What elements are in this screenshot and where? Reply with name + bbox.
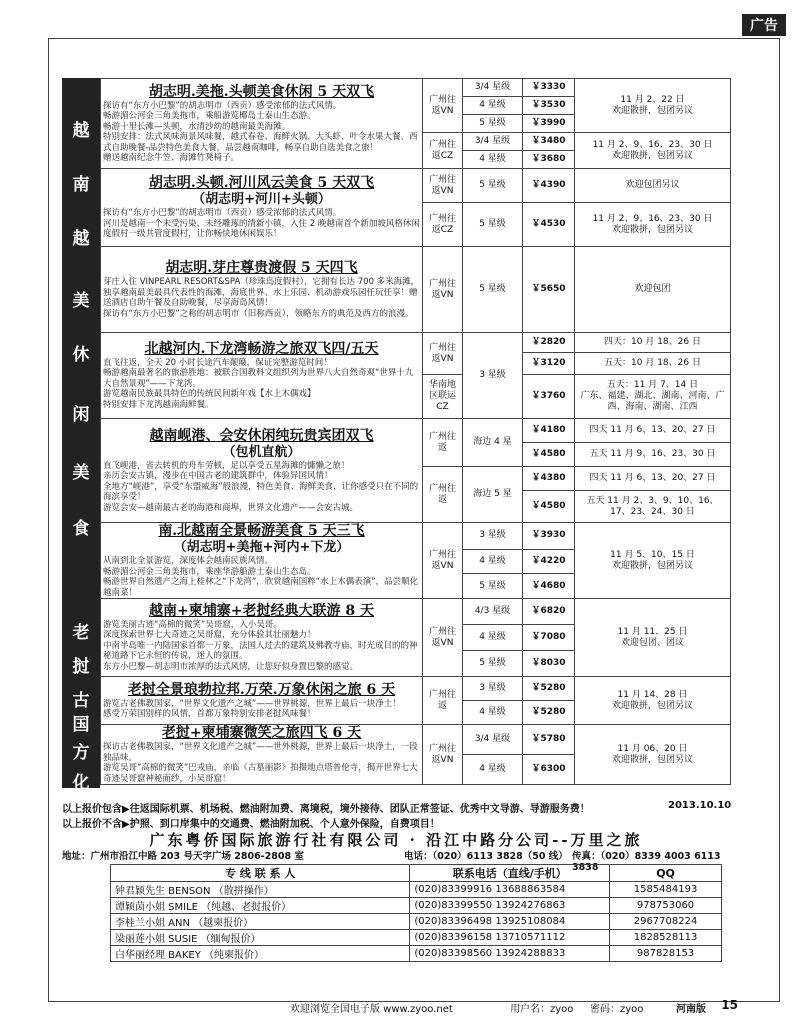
- contact-name: 李桂兰小姐 ANN （越柬报价）: [111, 914, 410, 930]
- star-level: 4 星级: [463, 151, 523, 169]
- footer-website[interactable]: 欢迎浏览全国电子版 www.zyoo.net: [290, 1004, 453, 1015]
- contact-qq[interactable]: 987828153: [610, 946, 722, 962]
- star-level: 4 星级: [463, 755, 523, 785]
- price: ￥3330: [523, 79, 575, 97]
- price: ￥3120: [523, 353, 575, 375]
- departure-dates: 四天 11 月 6、13、20、27 日: [575, 419, 731, 443]
- tour-description: [101, 725, 423, 785]
- contacts-header: 专 线 联 系 人: [111, 865, 410, 882]
- price: ￥3930: [523, 523, 575, 550]
- departure-dates: 四天 11 月 6、13、20、27 日: [575, 467, 731, 491]
- tour-bullet: 游览会安—越南最古老的海港和商埠，世界文化遗产——会安古城。: [103, 502, 359, 513]
- gateway: 广州往返CZ: [423, 203, 463, 247]
- price: ￥5280: [523, 677, 575, 701]
- price: ￥4580: [523, 443, 575, 467]
- price-excludes-note: 以上报价不含▶护照、到口岸集中的交通费、燃油附加税、个人意外保险，自费项目！: [62, 819, 440, 830]
- price: ￥8030: [523, 651, 575, 677]
- gateway: 广州往返VN: [423, 333, 463, 375]
- company-fax: 传真：（020）8339 4003 6113 3838: [572, 851, 721, 873]
- tour-title[interactable]: 胡志明.芽庄尊贵渡假 5 天四飞: [165, 260, 358, 276]
- gateway: 广州往返VN: [423, 169, 463, 203]
- star-level: 3 星级: [463, 333, 523, 419]
- tour-title[interactable]: 南.北越南全景畅游美食 5 天三飞: [158, 523, 365, 539]
- tour-description: [101, 523, 423, 599]
- sidebar-char: 美: [72, 291, 90, 311]
- tour-subtitle: （胡志明+美拖+河内+下龙）: [173, 540, 350, 555]
- tour-bullet: 畅游十里长滩—头顿，水清沙幼的越南最美海滩。: [103, 121, 291, 132]
- departure-dates: 11 月 5、10、15 日 欢迎散拼，包团另议: [575, 523, 731, 599]
- page-number: 15: [721, 998, 738, 1012]
- contact-phone[interactable]: (020)83398560 13924288833: [410, 946, 610, 962]
- star-level: 4 星级: [463, 97, 523, 115]
- contacts-table: [110, 864, 722, 962]
- tour-bullet: 特别安排：法式风味海景风味餐，越式春卷、海鲜火锅、大头虾、叶令水果大餐、西式自助晚餐-品尝特色美食大餐，品尝越南咖啡，畅享自助自选美食之旅！: [103, 132, 418, 153]
- price-includes-note: 以上报价包含▶往返国际机票、机场税、燃油附加费、离境税，境外接待、团队正常签证、优秀中文导游、导游服务费！: [62, 804, 590, 815]
- tour-bullet: 全地方“岘港”，享受“东盟威海”般浪漫，特色美食、海鲜美食，让你感受只在不同的海滨享受！: [103, 481, 419, 503]
- tour-bullet: 河川是越南一个未受污染、未经雕琢的清新小镇，入住 2 晚越南首个新加坡风格休闲度假村一级共管度假村，让你畅快地休闲娱乐！: [103, 218, 420, 240]
- tour-bullet: 游览美丽古迹“高棉的微笑”吴哥窟，入小吴哥。: [103, 619, 282, 630]
- price: ￥3760: [523, 375, 575, 419]
- tour-title[interactable]: 胡志明.美拖.头顿美食休闲 5 天双飞: [148, 83, 375, 100]
- price: ￥4390: [523, 169, 575, 203]
- tour-bullet: 探访有“东方小巴黎”的胡志明市（西贡）感受浓郁的法式风情。: [103, 208, 342, 219]
- tour-title[interactable]: 北越河内.下龙湾畅游之旅双飞四/五天: [144, 340, 379, 357]
- price: ￥3480: [523, 133, 575, 151]
- footer-username: 用户名：zyoo: [510, 1004, 574, 1015]
- sidebar-char: 美: [72, 463, 90, 483]
- gateway: 广州往返VN: [423, 247, 463, 333]
- star-level: 海边 4 星: [463, 419, 523, 467]
- star-level: 3 星级: [463, 677, 523, 701]
- tour-bullet: 特别安排下龙湾越南海鲜餐。: [103, 399, 214, 410]
- star-level: 3/4 星级: [463, 725, 523, 755]
- tour-bullet: 探访有“东方小巴黎”的胡志明市（西贡）感受浓郁的法式风情。: [103, 100, 342, 111]
- departure-dates: 五天 11 月 2、3、9、10、16、17、23、24、30 日: [575, 491, 731, 523]
- tour-bullet: 畅游湄公河金三角美拖市，乘船游览椰岛土泰山生态游。: [103, 111, 316, 121]
- sidebar-char: 越: [72, 229, 90, 249]
- contacts-header: QQ: [610, 865, 722, 882]
- company-name: 广东粤侨国际旅游行社有限公司 · 沿江中路分公司--万里之旅: [149, 831, 643, 849]
- company-address: 地址：广州市沿江中路 203 号天字广场 2806-2808 室: [62, 851, 304, 862]
- contact-name: 白华丽经理 BAKEY （纯柬报价）: [111, 946, 410, 962]
- tour-price-table: [100, 78, 731, 785]
- tour-title[interactable]: 越南岘港、会安休闲纯玩贵宾团双飞: [149, 427, 374, 444]
- price: ￥4220: [523, 549, 575, 574]
- sidebar-char: 国: [72, 715, 90, 735]
- contact-qq[interactable]: 1585484193: [610, 882, 722, 898]
- tour-description: [101, 169, 423, 247]
- tour-title[interactable]: 老挝+柬埔寨微笑之旅四飞 6 天: [161, 725, 362, 741]
- contact-name: 梁丽莲小姐 SUSIE （缅甸报价）: [111, 930, 410, 946]
- star-level: 4/3 星级: [463, 599, 523, 625]
- price: ￥4180: [523, 419, 575, 443]
- tour-bullet: 游览古老佛教国家，“世界文化遗产之城”——世界桃源，世界上最后一块净土！: [103, 698, 401, 709]
- tour-title[interactable]: 胡志明.头顿.河川风云美食 5 天双飞: [148, 175, 375, 192]
- star-level: 5 星级: [463, 574, 523, 599]
- tour-description: [101, 677, 423, 725]
- tour-bullet: 游览吴哥“高棉的微笑”巴戎庙，亲临《古墓丽影》拍摄地点塔普伦寺，揭开世界七大奇迹吴哥窟神秘面纱，小吴哥窟！: [103, 763, 418, 784]
- departure-dates: 11 月 06、20 日 欢迎散拼，包团另议: [575, 725, 731, 785]
- contact-name: 钟君颖先生 BENSON （散拼操作）: [111, 882, 410, 898]
- price: ￥6820: [523, 599, 575, 625]
- tour-bullet: 畅游湄公河金三角美拖市，乘座华游船游土泰山生态岛。: [103, 566, 316, 577]
- tour-bullet: 感受万荣国别样的风情，首都万象特别安排老挝风味餐！: [103, 709, 316, 719]
- price: ￥4530: [523, 203, 575, 247]
- tour-bullet: 畅游越南最著名的旅游胜地：被联合国教科文组织列为世界八大自然奇观“世界十九大自然景观”——下龙湾。: [103, 368, 414, 389]
- price: ￥3990: [523, 115, 575, 133]
- sidebar-char: 化: [72, 773, 90, 793]
- gateway: 广州往返: [423, 467, 463, 523]
- tour-bullet: 东方小巴黎—胡志明市浓厚的法式风情，让您好似身置巴黎的感觉。: [103, 661, 359, 672]
- price: ￥6300: [523, 755, 575, 785]
- departure-dates: 五天 11 月 9、16、23、30 日: [575, 443, 731, 467]
- star-level: 4 星级: [463, 625, 523, 651]
- tour-bullet: 畅游世界自然遗产之海上桂林之“下龙湾”，欣赏越南国粹“水上木偶表演”，品尝顺化越南菜！: [103, 577, 419, 598]
- tour-bullet: 从南到北全景游览，深度体会越南民族风情。: [103, 556, 274, 566]
- sidebar-char: 老: [72, 623, 90, 643]
- departure-dates: 11 月 11、25 日 欢迎包团、团议: [575, 599, 731, 677]
- tour-description: [101, 79, 423, 169]
- sidebar-char: 食: [72, 519, 90, 539]
- star-level: 4 星级: [463, 701, 523, 725]
- gateway: 广州往返CZ: [423, 133, 463, 169]
- tour-bullet: 直飞岘港，省去转机的舟车劳顿，足以享受五星海滩的慵懒之旅！: [103, 460, 350, 471]
- contact-phone[interactable]: (020)83396158 13710571112: [410, 930, 610, 946]
- price: ￥5280: [523, 701, 575, 725]
- sidebar-char: 方: [72, 743, 90, 763]
- contact-name: 谭颖茵小姐 SMILE （纯越、老挝报价）: [111, 898, 410, 914]
- gateway: 华南地区联运 CZ: [423, 375, 463, 419]
- departure-dates: 欢迎包团另议: [575, 169, 731, 203]
- tour-description: [101, 333, 423, 419]
- price: ￥2820: [523, 333, 575, 353]
- departure-dates: 五天：11 月 7、14 日 广东、福建、湖北、湖南、河南、广西、海南、湖南、江西: [575, 375, 731, 419]
- tour-bullet: 赠送越南纪念牛笠、海滩竹凳椅子。: [103, 153, 240, 163]
- gateway: 广州往返VN: [423, 523, 463, 599]
- gateway: 广州往返: [423, 677, 463, 725]
- departure-dates: 欢迎包团: [575, 247, 731, 333]
- departure-dates: 11 月 2、22 日 欢迎散拼，包团另议: [575, 79, 731, 133]
- ad-label: 广告: [742, 14, 786, 36]
- price: ￥7080: [523, 625, 575, 651]
- price: ￥5650: [523, 247, 575, 333]
- price: ￥4380: [523, 467, 575, 491]
- price: ￥4580: [523, 491, 575, 523]
- tour-description: [101, 247, 423, 333]
- departure-dates: 四天：10 月 18、26 日: [575, 333, 731, 353]
- category-sidebar: [62, 78, 100, 793]
- departure-dates: 11 月 2、9、16、23、30 日 欢迎散拼，包团另议: [575, 203, 731, 247]
- sidebar-char: 古: [72, 691, 90, 711]
- tour-bullet: 游览越南民族最具特色的传统民间新年戏【水上木偶戏】: [103, 389, 316, 400]
- tour-bullet: 直飞往返，全天 20 小时长途汽车颠簸，保证完整游览时间！: [103, 357, 332, 368]
- contact-qq[interactable]: 2967708224: [610, 914, 722, 930]
- tour-bullet: 中南半岛唯一内陆国家首都一万象，法国人过去的建筑及佛教寺庙，时光成目的的神秘道路下它永恒的传说，迷人的氛围。: [103, 640, 418, 662]
- tour-description: [101, 599, 423, 677]
- departure-dates: 五天：10 月 18、26 日: [575, 353, 731, 375]
- footer-password: 密码：zyoo: [590, 1004, 644, 1015]
- star-level: 5 星级: [463, 115, 523, 133]
- star-level: 5 星级: [463, 247, 523, 333]
- star-level: 4 星级: [463, 549, 523, 574]
- star-level: 海边 5 星: [463, 467, 523, 523]
- contacts-header: 联系电话（直线/手机）: [410, 865, 610, 882]
- departure-dates: 11 月 14、28 日 欢迎散拼，包团另议: [575, 677, 731, 725]
- sidebar-char: 越: [72, 121, 90, 141]
- star-level: 5 星级: [463, 651, 523, 677]
- price: ￥3680: [523, 151, 575, 169]
- tour-title[interactable]: 越南+柬埔寨+老挝经典大联游 8 天: [149, 602, 374, 619]
- contact-qq[interactable]: 1828528113: [610, 930, 722, 946]
- star-level: 3/4 星级: [463, 79, 523, 97]
- footer-edition: 河南版: [676, 1004, 706, 1015]
- tour-title[interactable]: 老挝全景琅勃拉邦.万荣.万象休闲之旅 6 天: [127, 681, 396, 698]
- tour-bullet: 探访有“东方小巴黎”之称的胡志明市（旧称西贡），领略东方的典范及西方的浪漫。: [103, 308, 414, 319]
- price: ￥4680: [523, 574, 575, 599]
- gateway: 广州往返VN: [423, 79, 463, 133]
- company-phone: 电话：（020）6113 3828（50 线）: [404, 851, 568, 862]
- tour-subtitle: （包机直航）: [222, 444, 301, 460]
- gateway: 广州往返VN: [423, 725, 463, 785]
- star-level: 3 星级: [463, 523, 523, 550]
- departure-dates: 11 月 2、9、16、23、30 日 欢迎散拼，包团另议: [575, 133, 731, 169]
- publish-date: 2013.10.10: [668, 800, 732, 811]
- star-level: 5 星级: [463, 169, 523, 203]
- sidebar-char: 挝: [72, 657, 90, 677]
- price: ￥3530: [523, 97, 575, 115]
- contact-phone[interactable]: (020)83399916 13688863584: [410, 882, 610, 898]
- tour-bullet: 探访古老佛教国家，“世界文化遗产之城”——世外桃源，世界上最后一块净土，一段独品味。: [103, 742, 418, 763]
- tour-subtitle: （胡志明+河川+头顿）: [192, 192, 331, 208]
- tour-bullet: 亲历会安古镇，漫步在中国古老的建筑群中，体验异国风情！: [103, 471, 333, 482]
- contact-qq[interactable]: 978753060: [610, 898, 722, 914]
- star-level: 3/4 星级: [463, 133, 523, 151]
- star-level: 5 星级: [463, 203, 523, 247]
- sidebar-char: 闲: [72, 405, 90, 425]
- sidebar-char: 休: [72, 345, 90, 365]
- gateway: 广州往返VN: [423, 599, 463, 677]
- sidebar-char: 南: [72, 175, 90, 195]
- gateway: 广州往返: [423, 419, 463, 467]
- tour-bullet: 芽庄入住 VINPEARL RESORT&SPA（珍珠岛度假村），它拥有长达 700 多米海滩，独享越南最美最具代表性的海滩，海底世界、水上乐园、机动游戏乐园任玩任享！赠送酒店自助午餐及自助晚餐，尽享海岛风情！: [103, 277, 420, 308]
- tour-bullet: 深度探索世界七大奇迹之吴哥窟，充分体验其壮丽魅力！: [103, 630, 316, 641]
- contact-phone[interactable]: (020)83399550 13924276863: [410, 898, 610, 914]
- contact-phone[interactable]: (020)83396498 13925108084: [410, 914, 610, 930]
- tour-description: [101, 419, 423, 523]
- price: ￥5780: [523, 725, 575, 755]
